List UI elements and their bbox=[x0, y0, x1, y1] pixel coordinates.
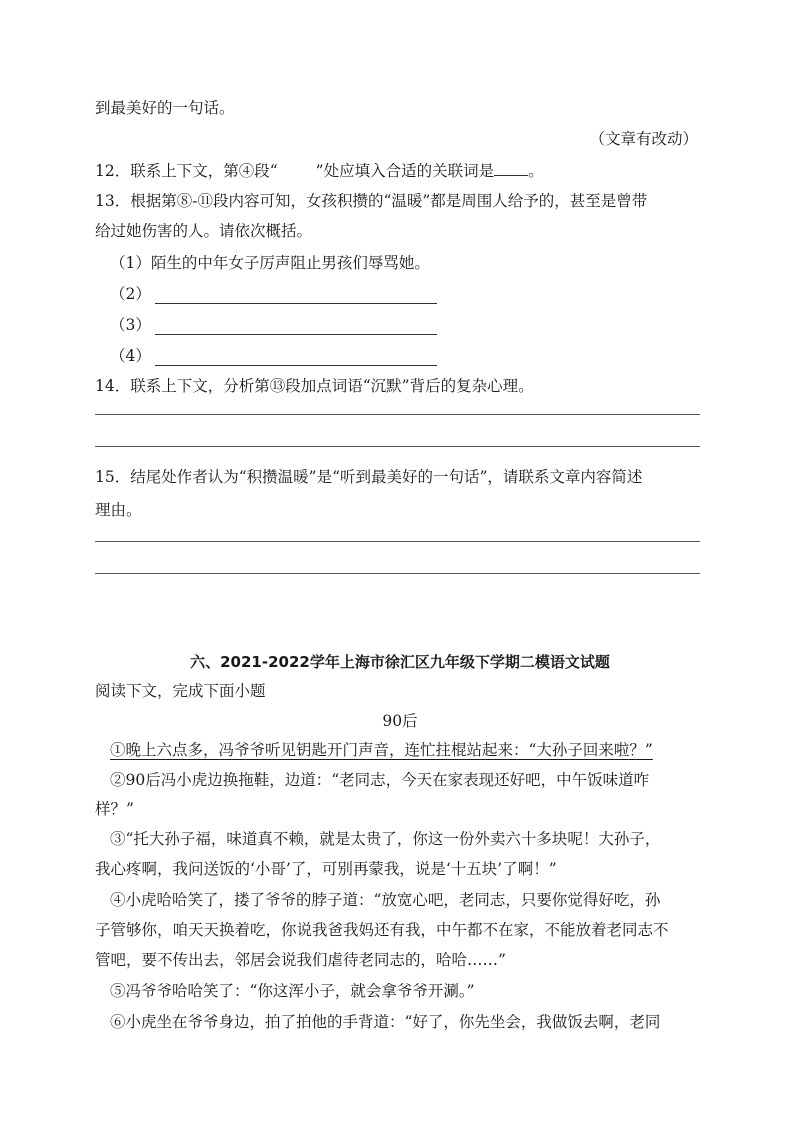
instruction: 阅读下文，完成下面小题 bbox=[95, 682, 266, 700]
sub-label: （4） bbox=[110, 347, 151, 365]
answer-line[interactable] bbox=[155, 349, 437, 366]
source-note: （文章有改动） bbox=[589, 130, 698, 148]
paragraph-1: ①晚上六点多，冯爷爷听见钥匙开门声音，连忙拄棍站起来：“大孙子回来啦？” bbox=[110, 741, 653, 759]
sub-answer-3 bbox=[110, 315, 437, 335]
sub-label: （2） bbox=[110, 285, 151, 303]
question-text: 12．联系上下文，第④段“ bbox=[95, 162, 278, 180]
story-title: 90后 bbox=[382, 712, 418, 730]
answer-line[interactable] bbox=[95, 541, 700, 542]
paragraph-3-cont: 我心疼啊，我问送饭的‘小哥’了，可别再蒙我，说是‘十五块’了啊！” bbox=[95, 860, 557, 878]
question-text: 。 bbox=[528, 162, 544, 180]
answer-line[interactable] bbox=[95, 446, 700, 447]
question-15: 15．结尾处作者认为“积攒温暖”是“听到最美好的一句话”，请联系文章内容简述 bbox=[95, 468, 643, 486]
sub-label: （3） bbox=[110, 316, 151, 334]
question-text: ”处应填入合适的关联词是 bbox=[315, 162, 495, 180]
paragraph-5: ⑤冯爷爷哈哈笑了：“你这浑小子，就会拿爷爷开涮。” bbox=[110, 982, 475, 1000]
question-14: 14．联系上下文，分析第⑬段加点词语“沉默”背后的复杂心理。 bbox=[95, 377, 534, 395]
paragraph-2-cont: 样？” bbox=[95, 800, 134, 818]
paragraph-4-cont: 子管够你，咱天天换着吃，你说我爸我妈还有我，中午都不在家，不能放着老同志不 bbox=[95, 921, 669, 939]
answer-line[interactable] bbox=[95, 573, 700, 574]
answer-line[interactable] bbox=[155, 318, 437, 335]
answer-blank[interactable] bbox=[494, 159, 528, 176]
sub-answer-2 bbox=[110, 284, 437, 304]
question-13: 13．根据第⑧-⑪段内容可知，女孩积攒的“温暖”都是周围人给予的，甚至是曾带 bbox=[95, 192, 648, 210]
question-15-cont: 理由。 bbox=[95, 501, 142, 519]
sub-answer-4 bbox=[110, 346, 437, 366]
answer-line[interactable] bbox=[155, 287, 437, 304]
paragraph-2: ②90后冯小虎边换拖鞋，边道：“老同志，今天在家表现还好吧，中午饭味道咋 bbox=[110, 771, 650, 789]
paragraph-6: ⑥小虎坐在爷爷身边，拍了拍他的手背道：“好了，你先坐会，我做饭去啊，老同 bbox=[110, 1013, 661, 1031]
question-13-cont: 给过她伤害的人。请依次概括。 bbox=[95, 222, 313, 240]
question-12 bbox=[95, 159, 544, 181]
sub-answer-1: （1）陌生的中年女子厉声阻止男孩们辱骂她。 bbox=[110, 254, 430, 272]
paragraph-4-cont: 管吧，要不传出去，邻居会说我们虐待老同志的，哈哈……” bbox=[95, 951, 506, 969]
text-line: 到最美好的一句话。 bbox=[95, 99, 235, 117]
paragraph-3: ③“托大孙子福，味道真不赖，就是太贵了，你这一份外卖六十多块呢！大孙子， bbox=[110, 830, 661, 848]
section-title: 六、2021-2022学年上海市徐汇区九年级下学期二模语文试题 bbox=[190, 653, 610, 671]
paragraph-4: ④小虎哈哈笑了，搂了爷爷的脖子道：“放宽心吧，老同志，只要你觉得好吃，孙 bbox=[110, 891, 661, 909]
answer-line[interactable] bbox=[95, 414, 700, 415]
